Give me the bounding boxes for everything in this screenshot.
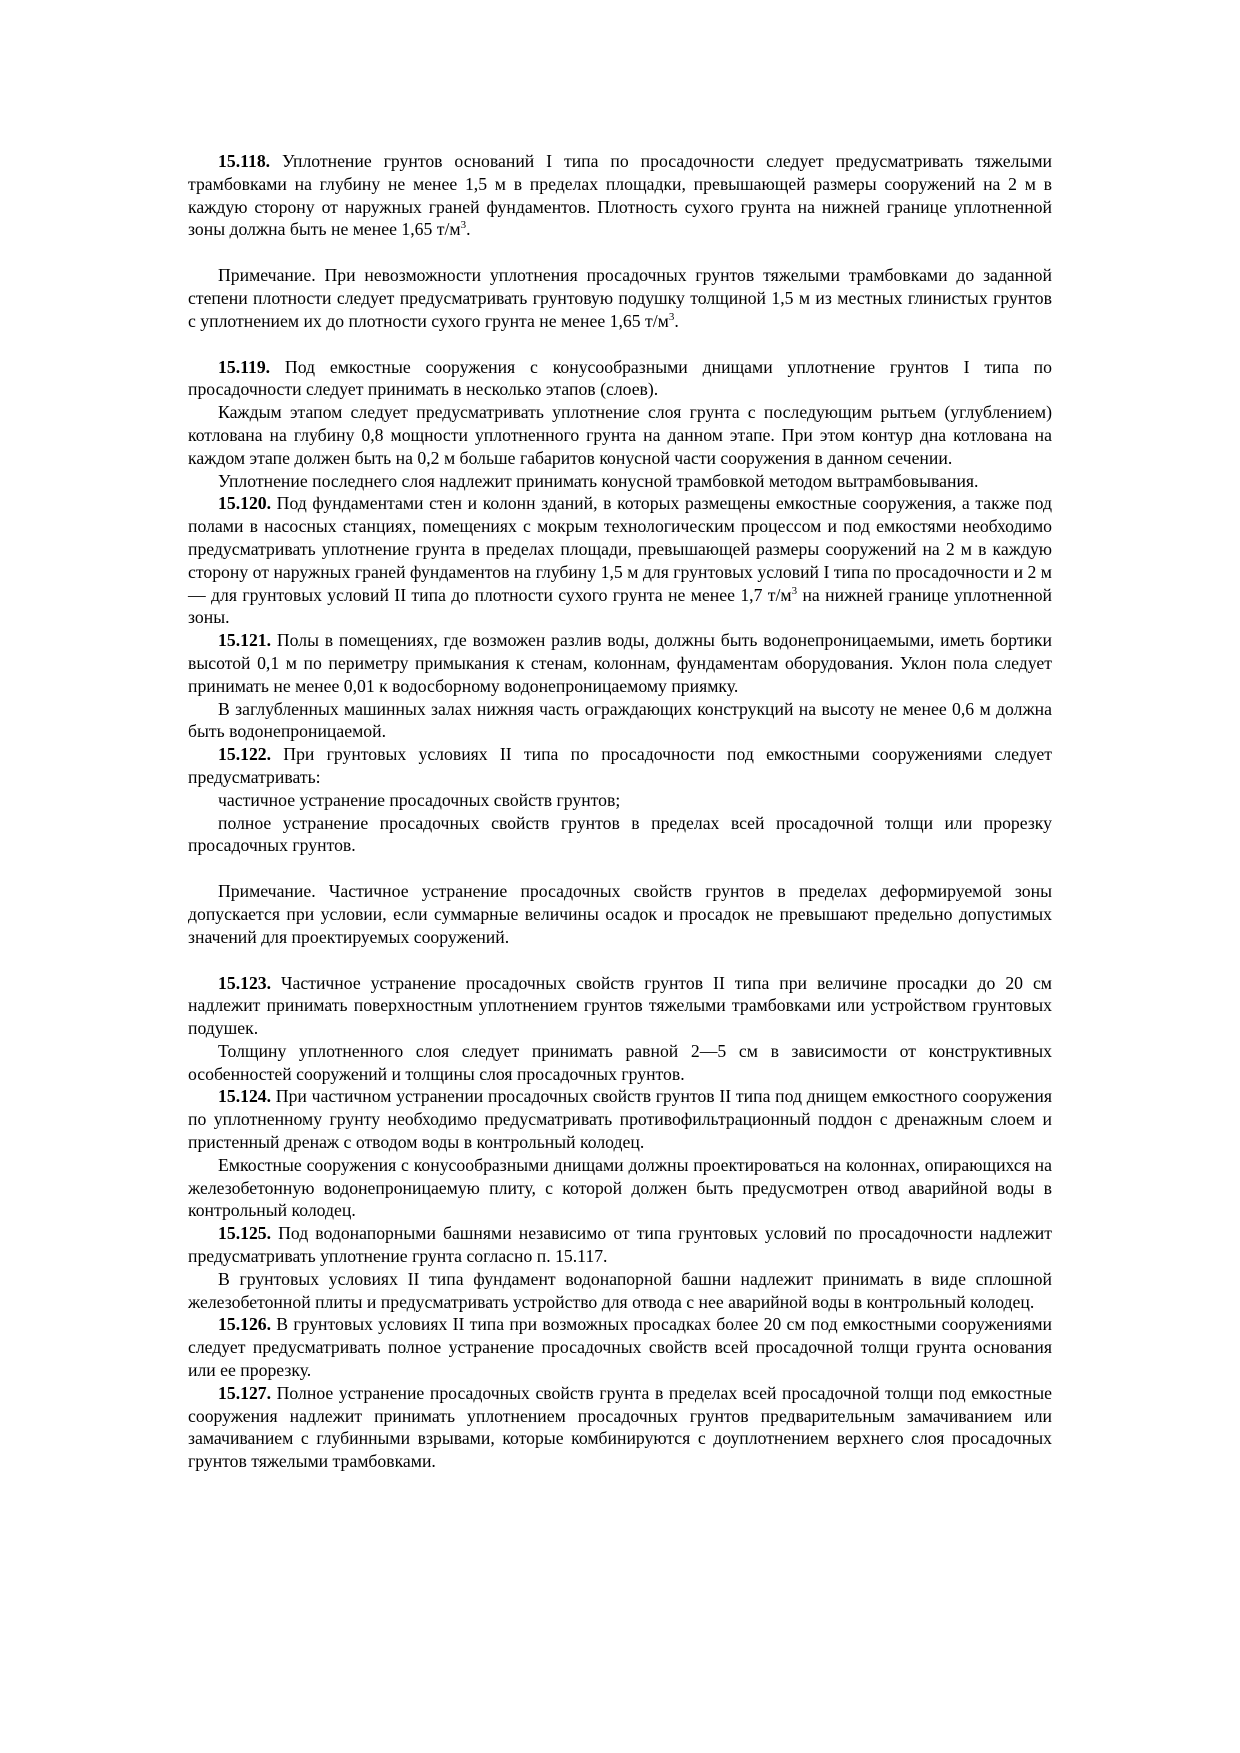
document-page [188,150,1052,1473]
clause-text: Уплотнение грунтов оснований I типа по просадочности следует предусматривать тяжелыми трамбовками на глубину не менее 1,5 м в пределах площадки, превышающей размеры сооружений на 2 м в каждую сторону от наружных граней фундаментов. Плотность сухого грунта на нижней границе уплотненной зоны должна быть не менее 1,65 т/м [188,151,1052,240]
list-item-text: частичное устранение просадочных свойств грунтов; [218,789,621,810]
clause-number: 15.121. [218,630,272,651]
paragraph-text: Толщину уплотненного слоя следует принимать равной 2—5 см в зависимости от конструктивных особенностей сооружений и толщины слоя просадочных грунтов. [188,1040,1052,1084]
paragraph [188,698,1052,744]
paragraph-text: Уплотнение последнего слоя надлежит принимать конусной трамбовкой методом вытрамбовывания. [218,470,979,491]
clause-number: 15.125. [218,1223,272,1244]
clause-text: При грунтовых условиях II типа по просадочности под емкостными сооружениями следует предусматривать: [188,744,1052,787]
clause-text: Под емкостные сооружения с конусообразными днищами уплотнение грунтов I типа по просадочности следует принимать в несколько этапов (слоев). [188,356,1052,400]
note-text: Примечание. При невозможности уплотнения просадочных грунтов тяжелыми трамбовками до заданной степени плотности следует предусматривать грунтовую подушку толщиной 1,5 м из местных глинистых грунтов с уплотнением их до плотности сухого грунта не менее 1,65 т/м [188,265,1052,331]
clause-15-123 [188,972,1052,1040]
clause-number: 15.118. [218,151,271,171]
paragraph-text: В грунтовых условиях II типа фундамент водонапорной башни надлежит принимать в виде сплошной железобетонной плиты и предусматривать устройство для отвода с нее аварийной воды в контрольный колодец. [188,1268,1052,1312]
clause-number: 15.119. [218,356,271,377]
note-15-118 [188,264,1052,332]
clause-text: Под фундаментами стен и колонн зданий, в которых размещены емкостные сооружения, а также под полами в насосных станциях, помещениях с мокрым технологическим процессом и под емкостями необходимо предусматривать уплотнение грунта в пределах площади, превышающей размеры сооружений на 2 м в каждую сторону от наружных граней фундаментов на глубину 1,5 м для грунтовых условий I типа по просадочности и 2 м — для грунтовых условий II типа до плотности сухого грунта не менее 1,7 т/м [188,493,1052,605]
paragraph [188,1154,1052,1222]
note-15-122 [188,880,1052,948]
clause-15-124 [188,1085,1052,1153]
paragraph [188,1040,1052,1086]
clause-text-end: . [466,219,471,240]
superscript: 3 [791,584,798,597]
clause-text: В грунтовых условиях II типа при возможных просадках более 20 см под емкостными сооружениями следует предусматривать полное устранение просадочных свойств всей просадочной толщи грунта основания или ее прорезку. [188,1314,1052,1381]
clause-15-119 [188,356,1052,402]
clause-15-120 [188,492,1052,629]
clause-number: 15.127. [218,1382,272,1403]
superscript: 3 [460,219,467,232]
note-text: Примечание. Частичное устранение просадочных свойств грунтов в пределах деформируемой зоны допускается при условии, если суммарные величины осадок и просадок не превышают предельно допустимых значений для проектируемых сооружений. [188,881,1052,947]
list-item [188,789,1052,812]
clause-number: 15.124. [218,1086,272,1107]
clause-text: Полы в помещениях, где возможен разлив воды, должны быть водонепроницаемыми, иметь бортики высотой 0,1 м по периметру примыкания к стенам, колоннам, фундаментам оборудования. Уклон пола следует принимать не менее 0,01 к водосборному водонепроницаемому приямку. [188,630,1052,696]
clause-15-118 [188,150,1052,241]
list-item-text: полное устранение просадочных свойств грунтов в пределах всей просадочной толщи или прорезку просадочных грунтов. [188,812,1052,856]
note-text-end: . [674,310,679,331]
clause-15-127 [188,1382,1052,1473]
paragraph [188,470,1052,493]
superscript: 3 [668,310,675,323]
clause-15-125 [188,1222,1052,1268]
clause-text: Частичное устранение просадочных свойств грунтов II типа при величине просадки до 20 см надлежит принимать поверхностным уплотнением грунтов тяжелыми трамбовками или устройством грунтовых подушек. [188,972,1052,1039]
clause-text: Под водонапорными башнями независимо от типа грунтовых условий по просадочности надлежит предусматривать уплотнение грунта согласно п. 15.117. [188,1223,1052,1267]
clause-text-end: на нижней границе уплотненной зоны. [188,584,1052,628]
paragraph [188,401,1052,469]
clause-number: 15.122. [218,744,272,765]
paragraph-text: Каждым этапом следует предусматривать уплотнение слоя грунта с последующим рытьем (углублением) котлована на глубину 0,8 мощности уплотненного грунта на данном этапе. При этом контур дна котлована на каждом этапе должен быть на 0,2 м больше габаритов конусной части сооружения в данном сечении. [188,402,1052,468]
paragraph-text: В заглубленных машинных залах нижняя часть ограждающих конструкций на высоту не менее 0,6 м должна быть водонепроницаемой. [188,698,1052,742]
clause-15-126 [188,1313,1052,1381]
clause-15-121 [188,629,1052,697]
clause-number: 15.126. [218,1314,272,1335]
clause-15-122 [188,743,1052,789]
paragraph [188,1268,1052,1314]
paragraph-text: Емкостные сооружения с конусообразными днищами должны проектироваться на колоннах, опирающихся на железобетонную водонепроницаемую плиту, с которой должен быть предусмотрен отвод аварийной воды в контрольный колодец. [188,1154,1052,1221]
list-item [188,812,1052,858]
clause-number: 15.123. [218,972,272,993]
clause-text: Полное устранение просадочных свойств грунта в пределах всей просадочной толщи под емкостные сооружения надлежит принимать уплотнением просадочных грунтов предварительным замачиванием или замачиванием с глубинными взрывами, которые комбинируются с доуплотнением верхнего слоя просадочных грунтов тяжелыми трамбовками. [188,1382,1052,1472]
clause-text: При частичном устранении просадочных свойств грунтов II типа под днищем емкостного сооружения по уплотненному грунту необходимо предусматривать противофильтрационный поддон с дренажным слоем и пристенный дренаж с отводом воды в контрольный колодец. [188,1086,1052,1153]
clause-number: 15.120. [218,493,272,514]
